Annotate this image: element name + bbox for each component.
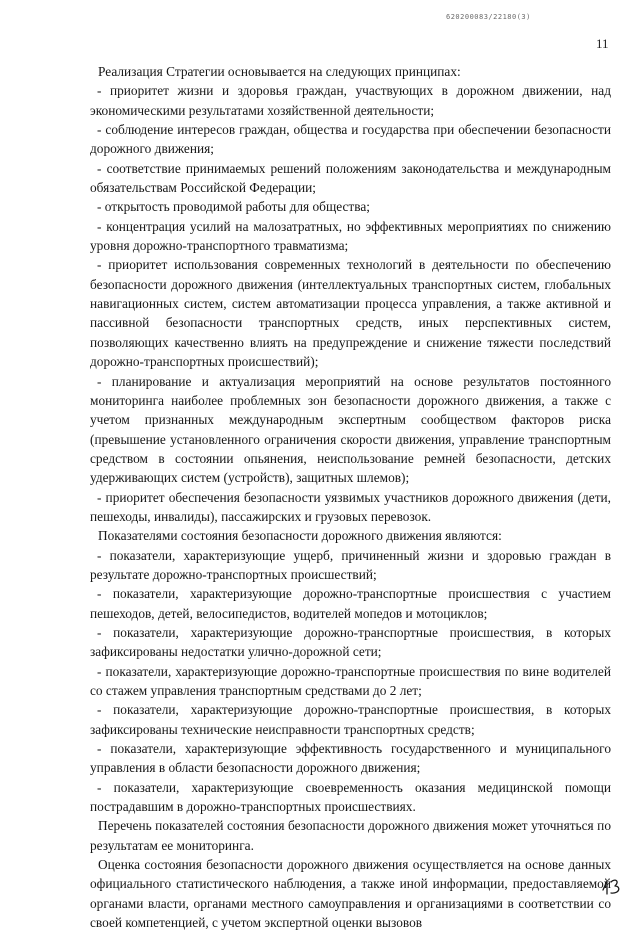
list-item: - соответствие принимаемых решений положениям законодательства и международным обязательствам Российской Федерации; — [90, 160, 611, 196]
list-item: - приоритет жизни и здоровья граждан, участвующих в дорожном движении, над экономическими результатами хозяйственной деятельности; — [90, 83, 611, 118]
list-item: - показатели, характеризующие ущерб, причиненный жизни и здоровью граждан в результате дорожно-транспортных происшествий; — [90, 547, 611, 582]
document-id: 620200083/22180(3) — [446, 13, 531, 21]
list-item: - показатели, характеризующие своевременность оказания медицинской помощи пострадавшим в дорожно-транспортных происшествиях. — [90, 779, 611, 815]
list-item: - приоритет использования современных технологий в деятельности по обеспечению безопасности дорожного движения (интеллектуальных транспортных систем, глобальных навигационных систем, систем автоматизации процесса управления, а также активной и пассивной безопасности транспортных средств, иных перспективных систем, позволяющих качественно влиять на предупреждение и снижение тяжести последствий дорожно-транспортных происшествий); — [90, 257, 611, 370]
document-body — [90, 62, 611, 932]
list-item: - показатели, характеризующие дорожно-транспортные происшествия, в которых зафиксированы недостатки улично-дорожной сети; — [90, 624, 611, 660]
list-item: - планирование и актуализация мероприятий на основе результатов постоянного мониторинга наиболее проблемных зон безопасности дорожного движения, а также с учетом признанных международным экспертным сообществом факторов риска (превышение установленного ограничения скорости движения, управление транспортным средством в состоянии опьянения, неиспользование ремней безопасности, детских удерживающих систем (устройств), защитных шлемов); — [90, 373, 611, 486]
paragraph-assessment: Оценка состояния безопасности дорожного движения осуществляется на основе данных официального статистического наблюдения, а также иной информации, предоставляемой органами власти, органами местного самоуправления и организациями в соответствии со своей компетенцией, с учетом экспертной оценки вызовов — [90, 857, 611, 931]
paragraph-indicators-intro: Показателями состояния безопасности дорожного движения являются: — [98, 528, 502, 544]
page-number: 11 — [596, 36, 609, 51]
handwritten-page-number — [601, 876, 623, 896]
list-item: - показатели, характеризующие эффективность государственного и муниципального управления в области безопасности дорожного движения; — [90, 741, 611, 776]
paragraph-indicators-list-note: Перечень показателей состояния безопасности дорожного движения может уточняться по результатам ее мониторинга. — [90, 818, 611, 853]
paragraph-principles-intro: Реализация Стратегии основывается на следующих принципах: — [98, 64, 461, 79]
list-item: - показатели, характеризующие дорожно-транспортные происшествия с участием пешеходов, детей, велосипедистов, водителей мопедов и мотоциклов; — [90, 586, 611, 621]
list-item: - показатели, характеризующие дорожно-транспортные происшествия, в которых зафиксированы технические неисправности транспортных средств; — [90, 702, 611, 737]
list-item: - концентрация усилий на малозатратных, но эффективных мероприятиях по снижению уровня дорожно-транспортного травматизма; — [90, 218, 611, 254]
list-item: - показатели, характеризующие дорожно-транспортные происшествия по вине водителей со стажем управления транспортным средствами до 2 лет; — [90, 663, 611, 698]
list-item: - приоритет обеспечения безопасности уязвимых участников дорожного движения (дети, пешеходы, инвалиды), пассажирских и грузовых перевозок. — [90, 489, 611, 524]
list-item: - соблюдение интересов граждан, общества и государства при обеспечении безопасности дорожного движения; — [90, 122, 611, 157]
list-item: - открытость проводимой работы для общества; — [97, 199, 370, 215]
